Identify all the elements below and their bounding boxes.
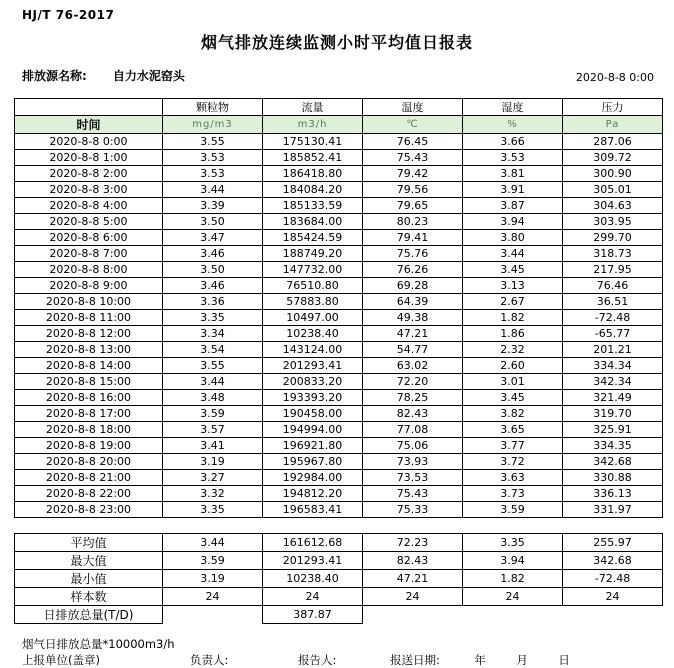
table-row xyxy=(15,278,663,294)
cell-value: 3.53 xyxy=(463,150,563,166)
cell-value: 3.35 xyxy=(163,502,263,518)
cell-time: 2020-8-8 17:00 xyxy=(15,406,163,422)
cell-time: 2020-8-8 5:00 xyxy=(15,214,163,230)
source-label: 排放源名称: xyxy=(22,69,87,83)
header-cell-pressure: 压力 xyxy=(563,99,663,116)
cell-value: 196583.41 xyxy=(263,502,363,518)
summary-value: 342.68 xyxy=(563,552,663,570)
table-row xyxy=(15,230,663,246)
cell-value: 334.34 xyxy=(563,358,663,374)
cell-value: 3.94 xyxy=(463,214,563,230)
cell-value: 3.32 xyxy=(163,486,263,502)
cell-value: 75.06 xyxy=(363,438,463,454)
cell-value: 3.72 xyxy=(463,454,563,470)
summary-value: 24 xyxy=(163,588,263,606)
summary-value: 3.19 xyxy=(163,570,263,588)
table-row xyxy=(15,422,663,438)
cell-value: 336.13 xyxy=(563,486,663,502)
table-row xyxy=(15,150,663,166)
cell-value: 3.39 xyxy=(163,198,263,214)
summary-value: 82.43 xyxy=(363,552,463,570)
cell-value: 82.43 xyxy=(363,406,463,422)
cell-time: 2020-8-8 19:00 xyxy=(15,438,163,454)
cell-value: 321.49 xyxy=(563,390,663,406)
cell-value: 78.25 xyxy=(363,390,463,406)
cell-time: 2020-8-8 9:00 xyxy=(15,278,163,294)
cell-value: 3.55 xyxy=(163,134,263,150)
summary-label: 日排放总量(T/D) xyxy=(15,606,163,624)
cell-value: 75.76 xyxy=(363,246,463,262)
cell-value: 76.26 xyxy=(363,262,463,278)
cell-time: 2020-8-8 10:00 xyxy=(15,294,163,310)
summary-row xyxy=(15,570,663,588)
summary-value: 201293.41 xyxy=(263,552,363,570)
spacer-cell xyxy=(163,518,263,534)
cell-time: 2020-8-8 8:00 xyxy=(15,262,163,278)
summary-value: 255.97 xyxy=(563,534,663,552)
cell-value: 186418.80 xyxy=(263,166,363,182)
cell-value: 75.33 xyxy=(363,502,463,518)
cell-value: 299.70 xyxy=(563,230,663,246)
summary-value: 24 xyxy=(263,588,363,606)
cell-value: 3.66 xyxy=(463,134,563,150)
summary-value: 72.23 xyxy=(363,534,463,552)
cell-time: 2020-8-8 12:00 xyxy=(15,326,163,342)
header-cell-flow: 流量 xyxy=(263,99,363,116)
summary-value: 3.35 xyxy=(463,534,563,552)
cell-value: 194812.20 xyxy=(263,486,363,502)
cell-value: 1.82 xyxy=(463,310,563,326)
cell-value: 334.35 xyxy=(563,438,663,454)
cell-value: 3.34 xyxy=(163,326,263,342)
summary-value: 1.82 xyxy=(463,570,563,588)
cell-time: 2020-8-8 22:00 xyxy=(15,486,163,502)
summary-value: 10238.40 xyxy=(263,570,363,588)
footer xyxy=(14,636,660,668)
cell-value: 3.59 xyxy=(163,406,263,422)
summary-value: 3.44 xyxy=(163,534,263,552)
summary-label: 最小值 xyxy=(15,570,163,588)
cell-value: 183684.00 xyxy=(263,214,363,230)
footer-signature-row xyxy=(22,652,660,668)
summary-row xyxy=(15,606,663,624)
cell-value: 75.43 xyxy=(363,486,463,502)
cell-value: 3.57 xyxy=(163,422,263,438)
header-cell-humidity: 湿度 xyxy=(463,99,563,116)
cell-value: 2.67 xyxy=(463,294,563,310)
footer-unit-label: 上报单位(盖章) xyxy=(22,653,100,667)
cell-time: 2020-8-8 7:00 xyxy=(15,246,163,262)
cell-value: 3.13 xyxy=(463,278,563,294)
summary-value: 387.87 xyxy=(263,606,363,624)
cell-time: 2020-8-8 11:00 xyxy=(15,310,163,326)
cell-value: 3.50 xyxy=(163,214,263,230)
cell-time: 2020-8-8 3:00 xyxy=(15,182,163,198)
cell-value: 342.68 xyxy=(563,454,663,470)
table-unit-row xyxy=(15,116,663,134)
cell-value: 3.46 xyxy=(163,278,263,294)
cell-value: 3.59 xyxy=(463,502,563,518)
cell-time: 2020-8-8 14:00 xyxy=(15,358,163,374)
cell-value: 3.53 xyxy=(163,150,263,166)
cell-value: 73.53 xyxy=(363,470,463,486)
cell-value: 305.01 xyxy=(563,182,663,198)
cell-value: 330.88 xyxy=(563,470,663,486)
summary-value xyxy=(163,606,263,624)
cell-value: 76.46 xyxy=(563,278,663,294)
footer-date-label: 报送日期: xyxy=(390,653,440,667)
cell-value: 36.51 xyxy=(563,294,663,310)
table-row xyxy=(15,294,663,310)
cell-value: 201.21 xyxy=(563,342,663,358)
summary-row xyxy=(15,552,663,570)
meta-row xyxy=(14,67,660,84)
cell-value: 185424.59 xyxy=(263,230,363,246)
cell-value: 188749.20 xyxy=(263,246,363,262)
cell-time: 2020-8-8 0:00 xyxy=(15,134,163,150)
cell-time: 2020-8-8 4:00 xyxy=(15,198,163,214)
source-group xyxy=(22,67,185,84)
table-row xyxy=(15,326,663,342)
summary-value: 24 xyxy=(363,588,463,606)
cell-value: 196921.80 xyxy=(263,438,363,454)
report-time: 2020-8-8 0:00 xyxy=(575,71,654,84)
cell-value: 3.91 xyxy=(463,182,563,198)
cell-value: 217.95 xyxy=(563,262,663,278)
cell-value: 3.47 xyxy=(163,230,263,246)
cell-value: 318.73 xyxy=(563,246,663,262)
cell-value: 54.77 xyxy=(363,342,463,358)
summary-value xyxy=(463,606,563,624)
cell-value: 195967.80 xyxy=(263,454,363,470)
cell-value: 69.28 xyxy=(363,278,463,294)
table-row xyxy=(15,374,663,390)
cell-value: 193393.20 xyxy=(263,390,363,406)
cell-value: 3.48 xyxy=(163,390,263,406)
summary-row xyxy=(15,534,663,552)
cell-value: 77.08 xyxy=(363,422,463,438)
cell-value: 3.45 xyxy=(463,262,563,278)
cell-time: 2020-8-8 15:00 xyxy=(15,374,163,390)
cell-value: 185133.59 xyxy=(263,198,363,214)
cell-time: 2020-8-8 16:00 xyxy=(15,390,163,406)
cell-value: 1.86 xyxy=(463,326,563,342)
table-header-row xyxy=(15,99,663,116)
footer-note: 烟气日排放总量*10000m3/h xyxy=(22,637,175,651)
cell-value: 3.44 xyxy=(163,182,263,198)
cell-value: 3.45 xyxy=(463,390,563,406)
page-title: 烟气排放连续监测小时平均值日报表 xyxy=(200,33,473,52)
cell-value: 3.41 xyxy=(163,438,263,454)
cell-value: 3.81 xyxy=(463,166,563,182)
header-cell-temp: 温度 xyxy=(363,99,463,116)
cell-value: 2.32 xyxy=(463,342,563,358)
table-spacer xyxy=(15,518,663,534)
cell-value: 80.23 xyxy=(363,214,463,230)
table-row xyxy=(15,246,663,262)
footer-reporter-label: 报告人: xyxy=(298,653,337,667)
table-row xyxy=(15,454,663,470)
unit-cell-time: 时间 xyxy=(15,116,163,134)
cell-value: 73.93 xyxy=(363,454,463,470)
cell-value: 319.70 xyxy=(563,406,663,422)
cell-value: 75.43 xyxy=(363,150,463,166)
cell-value: 10238.40 xyxy=(263,326,363,342)
cell-value: 192984.00 xyxy=(263,470,363,486)
header-cell-pm: 颗粒物 xyxy=(163,99,263,116)
cell-time: 2020-8-8 6:00 xyxy=(15,230,163,246)
cell-value: 3.01 xyxy=(463,374,563,390)
cell-value: 79.56 xyxy=(363,182,463,198)
table-row xyxy=(15,198,663,214)
summary-label: 最大值 xyxy=(15,552,163,570)
table-row xyxy=(15,214,663,230)
table-row xyxy=(15,134,663,150)
cell-time: 2020-8-8 2:00 xyxy=(15,166,163,182)
cell-value: 325.91 xyxy=(563,422,663,438)
cell-value: 3.50 xyxy=(163,262,263,278)
table-row xyxy=(15,390,663,406)
cell-value: 49.38 xyxy=(363,310,463,326)
summary-label: 平均值 xyxy=(15,534,163,552)
cell-value: 185852.41 xyxy=(263,150,363,166)
cell-value: 57883.80 xyxy=(263,294,363,310)
table-row xyxy=(15,406,663,422)
cell-value: 3.55 xyxy=(163,358,263,374)
footer-date-day: 日 xyxy=(558,653,570,667)
summary-value: -72.48 xyxy=(563,570,663,588)
cell-value: 3.73 xyxy=(463,486,563,502)
cell-value: 3.46 xyxy=(163,246,263,262)
cell-value: 3.65 xyxy=(463,422,563,438)
cell-value: 3.63 xyxy=(463,470,563,486)
cell-value: 309.72 xyxy=(563,150,663,166)
unit-cell-pressure: Pa xyxy=(563,116,663,134)
footer-date-year: 年 xyxy=(474,653,486,667)
cell-value: 72.20 xyxy=(363,374,463,390)
cell-value: 10497.00 xyxy=(263,310,363,326)
cell-value: 201293.41 xyxy=(263,358,363,374)
cell-value: 3.19 xyxy=(163,454,263,470)
summary-value: 24 xyxy=(563,588,663,606)
unit-cell-flow: m3/h xyxy=(263,116,363,134)
cell-value: 3.54 xyxy=(163,342,263,358)
cell-value: 184084.20 xyxy=(263,182,363,198)
cell-value: 342.34 xyxy=(563,374,663,390)
cell-value: 190458.00 xyxy=(263,406,363,422)
table-row xyxy=(15,182,663,198)
cell-value: 200833.20 xyxy=(263,374,363,390)
cell-value: -65.77 xyxy=(563,326,663,342)
footer-person-label: 负责人: xyxy=(190,653,229,667)
unit-cell-pm: mg/m3 xyxy=(163,116,263,134)
cell-value: 63.02 xyxy=(363,358,463,374)
table-row xyxy=(15,438,663,454)
cell-value: 3.44 xyxy=(163,374,263,390)
source-value: 自力水泥窑头 xyxy=(112,69,185,83)
cell-value: 3.80 xyxy=(463,230,563,246)
cell-value: 287.06 xyxy=(563,134,663,150)
footer-date-month: 月 xyxy=(516,653,528,667)
cell-value: 3.53 xyxy=(163,166,263,182)
cell-value: 3.27 xyxy=(163,470,263,486)
spacer-cell xyxy=(563,518,663,534)
cell-value: 3.82 xyxy=(463,406,563,422)
standard-code: HJ/T 76-2017 xyxy=(22,8,115,22)
cell-value: 79.65 xyxy=(363,198,463,214)
spacer-cell xyxy=(363,518,463,534)
cell-value: 64.39 xyxy=(363,294,463,310)
table-row xyxy=(15,310,663,326)
cell-value: -72.48 xyxy=(563,310,663,326)
cell-value: 175130.41 xyxy=(263,134,363,150)
summary-label: 样本数 xyxy=(15,588,163,606)
cell-value: 147732.00 xyxy=(263,262,363,278)
cell-value: 331.97 xyxy=(563,502,663,518)
spacer-cell xyxy=(463,518,563,534)
summary-value: 47.21 xyxy=(363,570,463,588)
cell-time: 2020-8-8 13:00 xyxy=(15,342,163,358)
table-row xyxy=(15,470,663,486)
unit-cell-humidity: % xyxy=(463,116,563,134)
cell-value: 303.95 xyxy=(563,214,663,230)
cell-value: 300.90 xyxy=(563,166,663,182)
cell-value: 194994.00 xyxy=(263,422,363,438)
cell-value: 3.77 xyxy=(463,438,563,454)
summary-value: 24 xyxy=(463,588,563,606)
cell-time: 2020-8-8 23:00 xyxy=(15,502,163,518)
cell-value: 76510.80 xyxy=(263,278,363,294)
cell-time: 2020-8-8 1:00 xyxy=(15,150,163,166)
table-row xyxy=(15,486,663,502)
summary-value: 3.59 xyxy=(163,552,263,570)
summary-row xyxy=(15,588,663,606)
cell-value: 143124.00 xyxy=(263,342,363,358)
table-row xyxy=(15,262,663,278)
summary-value: 161612.68 xyxy=(263,534,363,552)
header-cell-blank xyxy=(15,99,163,116)
table-row xyxy=(15,358,663,374)
table-row xyxy=(15,342,663,358)
summary-value xyxy=(363,606,463,624)
cell-value: 76.45 xyxy=(363,134,463,150)
cell-time: 2020-8-8 20:00 xyxy=(15,454,163,470)
cell-value: 47.21 xyxy=(363,326,463,342)
cell-value: 304.63 xyxy=(563,198,663,214)
cell-value: 79.41 xyxy=(363,230,463,246)
cell-value: 2.60 xyxy=(463,358,563,374)
cell-value: 3.44 xyxy=(463,246,563,262)
cell-time: 2020-8-8 18:00 xyxy=(15,422,163,438)
spacer-cell xyxy=(263,518,363,534)
summary-value: 3.94 xyxy=(463,552,563,570)
table-row xyxy=(15,166,663,182)
unit-cell-temp: ℃ xyxy=(363,116,463,134)
data-table xyxy=(14,98,663,624)
cell-value: 3.87 xyxy=(463,198,563,214)
table-row xyxy=(15,502,663,518)
cell-time: 2020-8-8 21:00 xyxy=(15,470,163,486)
spacer-cell xyxy=(15,518,163,534)
cell-value: 3.36 xyxy=(163,294,263,310)
summary-value xyxy=(563,606,663,624)
cell-value: 79.42 xyxy=(363,166,463,182)
cell-value: 3.35 xyxy=(163,310,263,326)
